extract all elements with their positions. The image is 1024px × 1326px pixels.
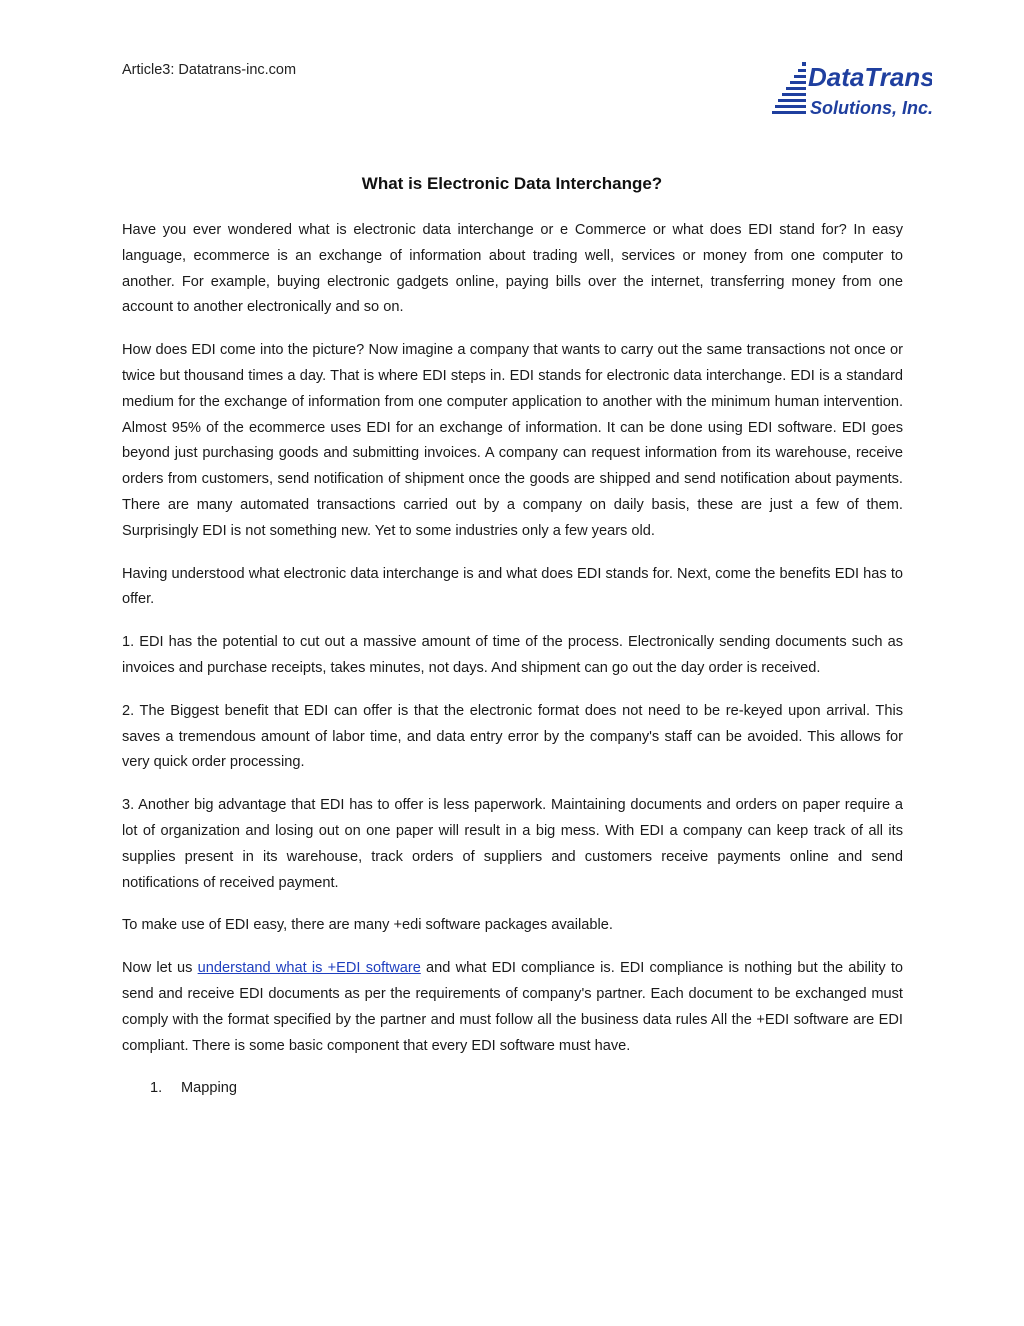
paragraph-edi-picture: How does EDI come into the picture? Now imagine a company that wants to carry out the same transactions not once or twice but thousand times a day. That is where EDI steps in. EDI stands for electronic data interchange. EDI is a standard medium for the exchange of information from one computer application to another with the minimum human intervention. Almost 95% of the ecommerce uses EDI for an exchange of information. It can be done using EDI software. EDI goes beyond just purchasing goods and submitting invoices. A company can request information from its warehouse, receive orders from customers, send notification of shipment once the goods are shipped and send notification about payments. There are many automated transactions carried out by a company on daily basis, these are just a few of them. Surprisingly EDI is not something new. Yet to some industries only a few years old. xyxy=(122,342,903,539)
logo-line1: DataTrans xyxy=(808,62,932,92)
paragraph-benefit-2: 2. The Biggest benefit that EDI can offer is that the electronic format does not need to be re-keyed upon arrival. This saves a tremendous amount of labor time, and data entry error by the company's staff can be avoided. This allows for very quick order processing. xyxy=(122,702,903,771)
paragraph-edi-compliance xyxy=(122,956,903,1059)
paragraph-software-packages: To make use of EDI easy, there are many +edi software packages available. xyxy=(122,917,613,934)
paragraph-benefit-3: 3. Another big advantage that EDI has to offer is less paperwork. Maintaining documents and orders on paper require a lot of organization and losing out on one paper will result in a big mess. With EDI a company can keep track of all its supplies present in its warehouse, track orders of suppliers and customers receive payments online and send notifications of received payment. xyxy=(122,797,903,891)
article-header: Article3: Datatrans-inc.com xyxy=(122,62,297,78)
article-body xyxy=(122,218,903,1102)
paragraph-benefit-1: 1. EDI has the potential to cut out a massive amount of time of the process. Electronically sending documents such as invoices and purchase receipts, takes minutes, not days. And shipment can go out the day order is received. xyxy=(122,634,903,676)
edi-software-link[interactable]: understand what is +EDI software xyxy=(197,960,421,977)
list-item-text: Mapping xyxy=(181,1080,237,1097)
link-paragraph-before: Now let us xyxy=(122,960,198,977)
paragraph-intro: Have you ever wondered what is electronic data interchange or e Commerce or what does EDI stand for? In easy language, ecommerce is an exchange of information about trading well, services or money from one computer to another. For example, buying electronic gadgets online, paying bills over the internet, transferring money from one account to another electronically and so on. xyxy=(122,222,903,316)
company-logo xyxy=(772,60,932,122)
component-list xyxy=(122,1076,903,1102)
logo-line2: Solutions, Inc. xyxy=(810,98,932,118)
link-paragraph-after: and what EDI compliance is. EDI compliance is nothing but the ability to send and receive EDI documents as per the requirements of company's partner. Each document to be exchanged must comply with the format specified by the partner and must follow all the business data rules All the +EDI software are EDI compliant. There is some basic component that every EDI software must have. xyxy=(122,960,903,1054)
list-item xyxy=(122,1076,903,1102)
datatrans-logo-icon xyxy=(772,60,932,122)
page-title: What is Electronic Data Interchange? xyxy=(361,174,663,193)
list-item-number: 1. xyxy=(150,1080,163,1097)
paragraph-benefits-intro: Having understood what electronic data interchange is and what does EDI stands for. Next, come the benefits EDI has to offer. xyxy=(122,565,903,608)
